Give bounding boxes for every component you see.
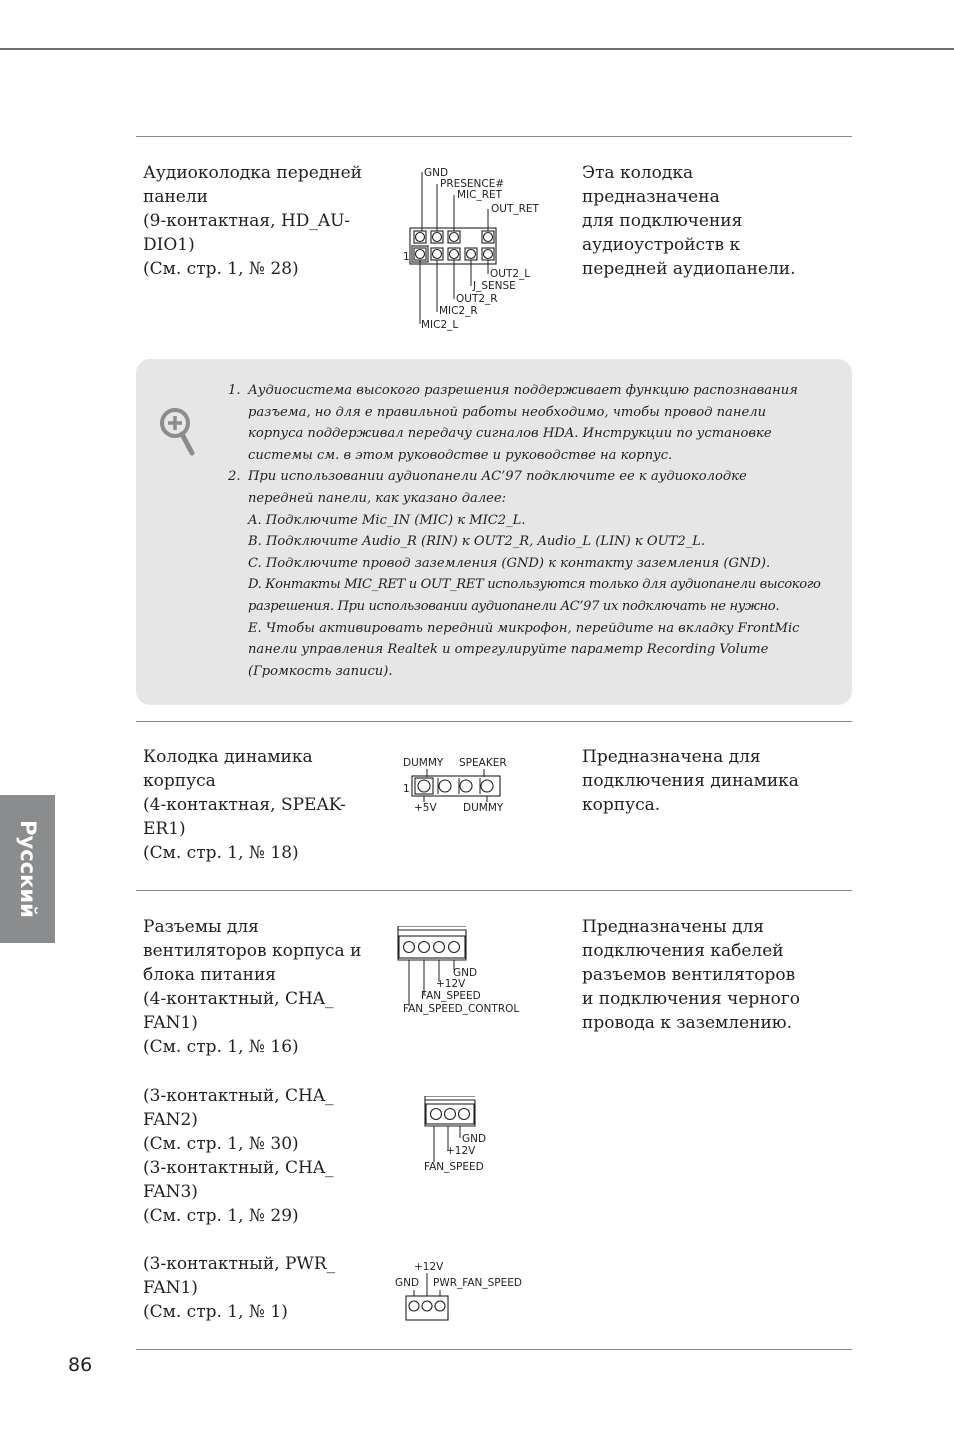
note-item [228,466,803,488]
speaker-header-purpose [582,745,807,817]
note-line: A. Подключите Mic_IN (MIC) к MIC2_L. [248,512,526,528]
note-line: разрешения. При использовании аудиопанели AC’97 их подключать не нужно. [248,598,780,614]
section-divider [136,1349,852,1350]
text-line: вентиляторов корпуса и [143,941,362,962]
note-line: панели управления Realtek и отрегулируйте параметр Recording Volume [248,642,769,658]
text-line: (9-контактная, HD_AU- [143,211,350,232]
text-line: (См. стр. 1, № 1) [143,1302,288,1323]
text-line: аудиоустройств к [582,235,741,256]
text-line: Предназначена для [582,747,761,767]
label-fan-speed: FAN_SPEED [421,990,481,1002]
label-12v: +12V [436,978,466,990]
speaker-header-pinout-diagram [400,752,530,818]
connector-outline [426,1104,474,1124]
text-line: предназначена [582,187,720,208]
text-line: (3-контактный, CHA_ [143,1158,334,1179]
fan-connectors-purpose [582,915,807,1035]
page-number: 86 [68,1354,93,1376]
note-line: C. Подключите провод заземления (GND) к контакту заземления (GND). [248,555,771,571]
text-line: Аудиоколодка передней [143,163,362,183]
text-line: провода к заземлению. [582,1013,792,1034]
text-line: (См. стр. 1, № 28) [143,259,299,280]
text-line: DIO1) [143,235,195,256]
cha-fan2-3-pinout-diagram [420,1096,520,1176]
note-number: 1. [228,383,241,398]
text-line: разъемов вентиляторов [582,965,796,986]
label-mic2-l: MIC2_L [421,319,459,331]
pwr-fan1-pinout-diagram [392,1258,526,1326]
text-line: (3-контактный, PWR_ [143,1254,336,1274]
label-presence: PRESENCE# [440,178,505,190]
pin-row-bottom [414,248,494,260]
label-dummy-bottom: DUMMY [463,802,504,814]
section-divider [136,890,852,891]
text-line: Разъемы для [143,917,259,937]
audio-header-pinout-diagram [400,164,550,336]
text-line: Колодка динамика [143,747,313,767]
label-pwr-fan-speed: PWR_FAN_SPEED [433,1277,522,1289]
text-line: (См. стр. 1, № 16) [143,1037,299,1058]
side-tab-label: Русский [15,820,40,918]
label-fan-speed-control: FAN_SPEED_CONTROL [403,1003,520,1015]
text-line: подключения кабелей [582,941,784,962]
note-number: 2. [228,469,241,485]
fan-connectors-description [143,915,362,1060]
text-line: подключения динамика [582,771,799,792]
text-line: передней аудиопанели. [582,259,796,280]
cha-fan1-pinout-diagram [396,926,530,1018]
label-mic-ret: MIC_RET [457,189,503,201]
text-line: Предназначены для [582,917,764,937]
connector-outline [406,1296,448,1320]
text-line: FAN1) [143,1013,198,1034]
text-line: (4-контактный, CHA_ [143,989,334,1010]
text-line: (4-контактная, SPEAK- [143,795,346,816]
connector-outline [412,776,500,796]
note-line: B. Подключите Audio_R (RIN) к OUT2_R, Audio_L (LIN) к OUT2_L. [248,534,706,550]
section-divider [136,721,852,722]
text-line: корпуса. [582,795,661,816]
text-line: FAN3) [143,1182,198,1203]
label-5v: +5V [414,802,437,814]
text-line: (См. стр. 1, № 29) [143,1206,299,1227]
note-line: корпуса поддерживал передачу сигналов HDA. Инструкции по установке [248,426,772,442]
top-rule [0,48,954,50]
text-line: (См. стр. 1, № 18) [143,843,299,864]
label-mic2-r: MIC2_R [439,305,478,317]
text-line: FAN1) [143,1278,198,1299]
label-j-sense: J_SENSE [473,280,516,292]
connector-outline [399,936,465,958]
speaker-header-description [143,745,358,865]
note-line: Аудиосистема высокого разрешения поддерживает функцию распознавания [248,383,798,398]
label-pin-1: 1 [403,783,410,795]
pwr-fan1-description [143,1252,358,1324]
text-line: для подключения [582,211,743,232]
audio-header-description [143,161,362,281]
text-line: ER1) [143,819,186,840]
label-pin-1: 1 [403,251,410,263]
pin-row-top [414,231,494,243]
cha-fan2-3-description [143,1084,358,1229]
text-line: Эта колодка [582,163,694,183]
note-line: (Громкость записи). [248,663,393,679]
text-line: (3-контактный, CHA_ [143,1086,334,1106]
note-line: E. Чтобы активировать передний микрофон, перейдите на вкладку FrontMic [248,620,800,636]
note-line: При использовании аудиопанели AC’97 подключите ее к аудиоколодке [248,469,747,485]
label-12v: +12V [414,1261,444,1273]
note-line: разъема, но для е правильной работы необходимо, чтобы провод панели [248,404,767,420]
label-gnd: GND [453,967,478,979]
note-line: D. Контакты MIC_RET и OUT_RET используются только для аудиопанели высокого [248,577,821,593]
note-list [228,380,821,682]
label-speaker: SPEAKER [459,757,507,769]
text-line: FAN2) [143,1110,198,1131]
label-out-ret: OUT_RET [491,203,539,215]
text-line: панели [143,187,208,208]
magnifier-plus-icon [157,405,197,459]
label-gnd: GND [424,167,449,179]
note-item [228,380,803,402]
note-line: передней панели, как указано далее: [248,490,507,506]
label-gnd: GND [395,1277,420,1289]
label-12v: +12V [446,1145,476,1157]
label-gnd: GND [462,1133,487,1145]
label-fan-speed: FAN_SPEED [424,1161,484,1173]
text-line: блока питания [143,965,277,986]
text-line: и подключения черного [582,989,800,1010]
language-side-tab [0,795,55,943]
label-out2-l: OUT2_L [490,268,531,280]
section-divider [136,136,852,137]
note-line: системы см. в этом руководстве и руководстве на корпус. [248,447,673,463]
label-out2-r: OUT2_R [456,293,498,305]
text-line: корпуса [143,771,216,792]
audio-header-purpose [582,161,807,281]
label-dummy-top: DUMMY [403,757,444,769]
text-line: (См. стр. 1, № 30) [143,1134,299,1155]
